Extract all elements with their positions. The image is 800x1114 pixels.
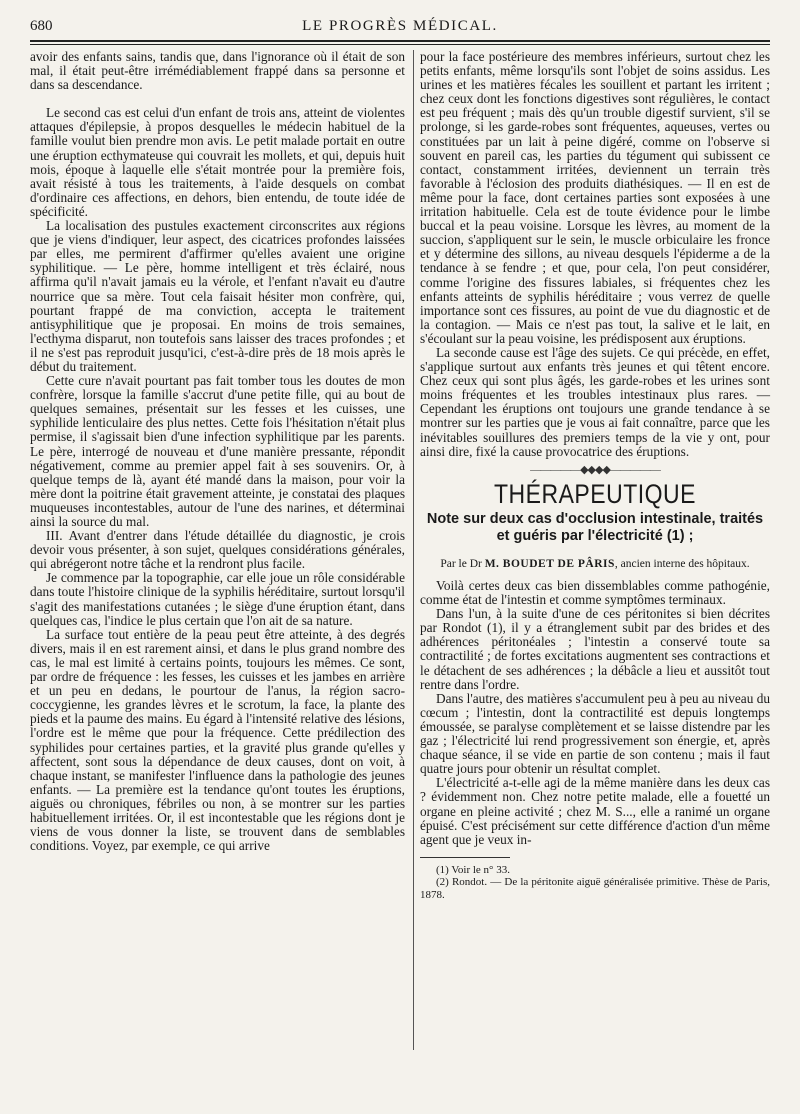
header-rule-thick: [30, 40, 770, 42]
byline-suffix: , ancien interne des hôpitaux.: [614, 557, 750, 570]
page-number: 680: [30, 18, 53, 34]
paragraph: avoir des enfants sains, tandis que, dans l'ignorance où il était de son mal, il était peut-être irrémédiablement frappé dans sa personne et dans sa descendance.: [30, 49, 405, 93]
paragraph: La localisation des pustules exactement circonscrites aux régions que je viens d'indiquer, leur aspect, des cicatrices profondes laissées par elles, me permirent d'affirmer qu'elles avaient une origine syphilitique. — Le père, homme intelligent et très éclairé, nous affirma qu'il n'avait jamais eu la vérole, et l'enfant n'avait eu d'autre nourrice que sa mère. Tout cela faisait hésiter mon confrère, qui, pourtant frappé de ma conviction, accepta le traitement antisyphilitique que je proposai. En moins de trois semaines, l'ecthyma disparut, non toutefois sans laisser des traces profondes ; et il ne s'est pas reproduit jusqu'ici, c'est-à-dire près de 18 mois après le début du traitement.: [30, 218, 405, 374]
article-paragraph: L'électricité a-t-elle agi de la même manière dans les deux cas ? évidemment non. Chez notre petite malade, elle a fouetté un organe en pleine activité ; chez M. S..., elle a ranimé un organe épuisé. C'est précisément sur cette différence d'action d'un même agent que je veux in-: [420, 775, 770, 847]
paragraph: pour la face postérieure des membres inférieurs, surtout chez les petits enfants, même lorsqu'ils sont l'objet de soins assidus. Les urines et les matières fécales les souillent et partant les irritent ; chez ceux dont les fonctions digestives sont régulières, le contact est peu fréquent ; mais dès qu'un trouble digestif survient, s'il se prolonge, si les garde-robes sont fréquentes, aqueuses, vertes ou constituées par un lait à peine digéré, comme on l'observe si souvent en pareil cas, les parties du tégument qui subissent ce contact, constamment irritées, deviennent un terrain très favorable à l'éclosion des produits diathésiques. — Il en est de même pour la face, dont certaines parties sont exposées à une irritation habituelle. Cela est de toute évidence pour le limbe buccal et la peau voisine. Lorsque les lèvres, au moment de la succion, s'appliquent sur le sein, le muscle orbiculaire les fronce et y détermine des sillons, au niveau desquels l'épiderme a de la tendance à se fendre ; et que, pour cela, l'on peut considérer, comme l'origine des fissures labiales, si fréquentes chez les enfants atteints de syphilis héréditaire ; vous verrez de quelle importance sont ces fissures, au point de vue du diagnostic et de la contagion. — Mais ce n'est pas tout, la salive et le lait, en s'écoulant sur la peau voisine, les prédisposent aux éruptions.: [420, 49, 770, 346]
paragraph: La seconde cause est l'âge des sujets. Ce qui précède, en effet, s'applique surtout aux enfants très jeunes et qui têtent encore. Chez ceux qui sont plus âgés, les garde-robes et les urines sont moins fréquentes et les troubles intestinaux plus rares. — Cependant les éruptions ont toujours une grande tendance à se montrer sur les parties que je vous ai fait connaître, parce que les inévitables souillures des premiers temps de la vie y ont, pour ainsi dire, fixé la cause provocatrice des éruptions.: [420, 344, 770, 459]
paragraph: La surface tout entière de la peau peut être atteinte, à des degrés divers, mais il en est rarement ainsi, et dans le plus grand nombre des cas, le mal est limité à certains points, toujours les mêmes. Ce sont, par ordre de fréquence : les fesses, les cuisses et les jambes en arrière et un peu en dedans, le pourtour de l'anus, la région sacro-coccygienne, les grandes lèvres et le scrotum, la face, la plante des pieds et la paume des mains. Eu égard à l'intensité relative des lésions, l'ordre est le même que pour la fréquence. Cette prédilection des syphilides pour certaines parties, et la gravité plus grande qu'elles y affectent, sont sous la dépendance de deux causes, dont on voit, à chaque instant, se manifester l'influence dans la pathologie des jeunes enfants. — La première est la tendance qu'ont toutes les éruptions, aiguës ou chroniques, fébriles ou non, à se montrer sur les parties habituellement irritées. Or, il est incontestable que les régions dont je viens de vous donner la liste, se trouvent dans de semblables conditions. Voyez, par exemple, ce qui arrive: [30, 626, 405, 854]
section-heading: THÉRAPEUTIQUE: [493, 478, 697, 509]
footnote: (1) Voir le n° 33.: [436, 863, 510, 876]
paragraph: Le second cas est celui d'un enfant de trois ans, atteint de violentes attaques d'épilepsie, à propos desquelles le médecin habituel de la famille voulut bien prendre mon avis. Le petit malade portait en outre une éruption ecthymateuse qui couvrait les mollets, et qui, depuis huit mois, époque à laquelle elle s'était montrée pour la première fois, avait résisté à tous les traitements, à l'aide desquels on combat d'ordinaire ces affections, en dehors, bien entendu, de toute idée de spécificité.: [30, 105, 405, 219]
section-ornament: —————◆◆◆◆—————: [530, 463, 660, 476]
article-paragraph: Dans l'un, à la suite d'une de ces péritonites si bien décrites par Rondot (1), il y a étranglement subit par des brides et des adhérences péritonéales ; l'intestin a conservé toute sa contractilité ; de fortes excitations augmentent ses contractions et le détachent de ses adhérences ; la débâcle a lieu et aussitôt tout rentre dans l'ordre.: [420, 606, 770, 692]
journal-title: LE PROGRÈS MÉDICAL.: [302, 18, 498, 34]
article-title: Note sur deux cas d'occlusion intestinale, traités et guéris par l'électricité (1) ;: [426, 510, 764, 544]
header-rule-thin: [30, 44, 770, 45]
paragraph: Cette cure n'avait pourtant pas fait tomber tous les doutes de mon confrère, lorsque la famille s'accrut d'une petite fille, qui au bout de quelques semaines, présentait sur les fesses et les cuisses, une syphilide lenticulaire des plus nettes. Cette fois l'hésitation n'était plus permise, il s'agissait bien d'une infection syphilitique par les parents. Le père, interrogé de nouveau et d'une manière pressante, répondit négativement, comme au premier appel fait à ses souvenirs. Or, à quelque temps de là, ayant été mandé dans la maison, pour voir la mère dont la poitrine était gravement atteinte, je constatai des plaques muqueuses incontestables, autour de l'une des narines, et déterminai ainsi la source du mal.: [30, 373, 405, 529]
byline-prefix: Par le Dr: [440, 557, 482, 570]
left-column: [30, 50, 405, 853]
paragraph: Je commence par la topographie, car elle joue un rôle considérable dans toute l'histoire clinique de la syphilis héréditaire, surtout lorsqu'il s'agit des manifestations cutanées ; le siège d'une éruption étant, dans quelques cas, l'indice le plus certain que l'on ait de sa nature.: [30, 570, 405, 628]
paragraph-gap: [30, 92, 405, 106]
article-paragraph: Dans l'autre, des matières s'accumulent peu à peu au niveau du cœcum ; l'intestin, dont la contractilité est depuis longtemps émoussée, se paralyse complètement et se laisse distendre par les gaz ; l'électricité lui rend progressivement son énergie, et, après chaque séance, il se vide en partie de son contenu ; mais il faut quatre jours pour obtenir un résultat complet.: [420, 690, 770, 777]
footnote-rule: [420, 857, 510, 858]
byline: [420, 557, 770, 571]
running-header: [30, 18, 770, 40]
column-separator: [413, 50, 414, 1050]
right-column: [420, 50, 770, 901]
byline-author: M. BOUDET DE PÂRIS: [484, 557, 615, 570]
article-paragraph: Voilà certes deux cas bien dissemblables comme pathogénie, comme état de l'intestin et comme symptômes terminaux.: [420, 578, 770, 608]
footnote: (2) Rondot. — De la péritonite aiguë généralisée primitive. Thèse de Paris, 1878.: [420, 876, 770, 901]
paragraph: III. Avant d'entrer dans l'étude détaillée du diagnostic, je crois devoir vous présenter, à son sujet, quelques considérations générales, qui abrégeront notre tâche et la rendront plus facile.: [30, 528, 405, 572]
